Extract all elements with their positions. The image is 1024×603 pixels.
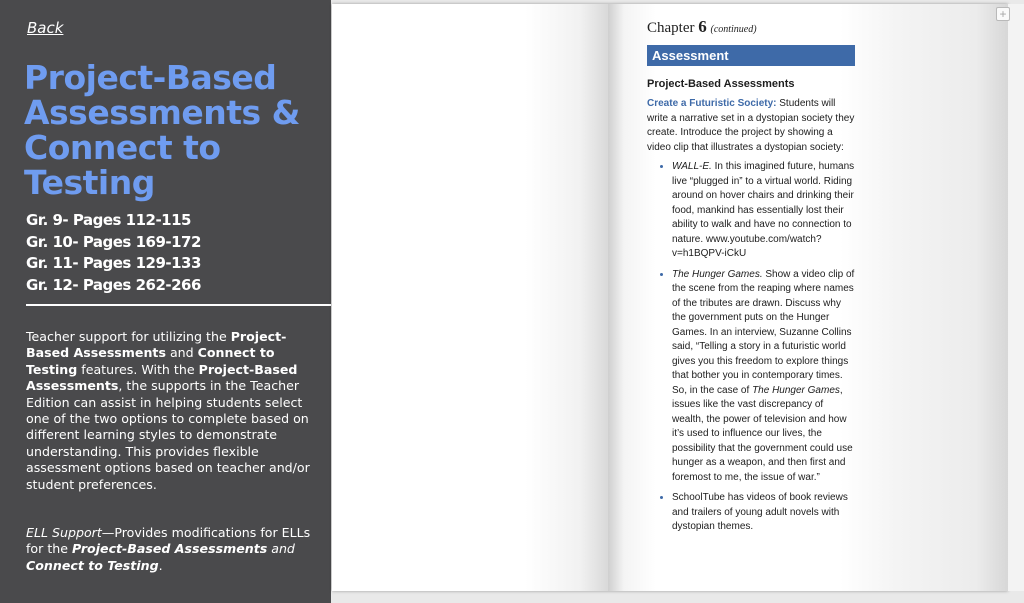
desc-text: and <box>165 345 198 361</box>
item-text: Show a video clip of the scene from the reaping where names of the tributes are drawn. Discuss why the government puts on the Hunger Games. In an interview, Suzanne Collins said, “Telling a story in a futuristic world gives you this freedom to explore things that bother you in contemporary times. So, in the case of <box>672 268 855 396</box>
project-text: Students will write a narrative set in a dystopian society they create. Introduce the project by showing a video clip that illustrates a dystopian society: <box>647 98 855 153</box>
item-title: The Hunger Games. <box>672 268 763 280</box>
item-text: In this imagined future, humans live “plugged in” to a virtual world. Riding around on hover chairs and drinking their food, mankind has essentially lost their ability to walk and have no connection to nature. www.youtube.com/watch?v=h1BQPV-iCkU <box>672 161 855 259</box>
ell-text: . <box>158 557 163 573</box>
continued-label: (continued) <box>710 24 757 35</box>
desc-bold: Connect to Testing <box>26 345 275 377</box>
ell-bold: Connect to Testing <box>26 557 159 573</box>
project-title: Create a Futuristic Society: <box>647 98 777 109</box>
section-subheading: Project-Based Assessments <box>647 77 795 90</box>
grade-item: Gr. 10- Pages 169-172 <box>26 232 201 251</box>
chapter-word: Chapter <box>647 20 699 36</box>
ell-text: and <box>267 541 295 557</box>
desc-text: Teacher support for utilizing the <box>26 329 231 344</box>
page-title: Project-Based Assessments & Connect to Testing <box>24 58 300 202</box>
ell-bold: Project-Based Assessments <box>72 541 268 557</box>
desc-text: , the supports in the Teacher Edition can assist in helping students select one of the two options to complete based on different learning styles to demonstrate understanding. This provides flexible assessment options based on teacher and/or student preferences. <box>26 378 310 492</box>
section-banner: Assessment <box>647 45 855 66</box>
page-content <box>647 17 855 541</box>
sidebar-panel <box>0 0 331 603</box>
zoom-in-icon[interactable]: + <box>996 7 1010 21</box>
divider <box>26 304 331 306</box>
item-text: , issues like the vast discrepancy of wealth, the power of television and how it’s used to influence our lives, the possibility that the government could use hunger as a weapon, and then first and foremost to me, the issue of war.” <box>672 384 853 483</box>
back-link[interactable]: Back <box>27 19 64 37</box>
ell-label: ELL Support <box>26 525 102 540</box>
chapter-number: 6 <box>698 17 707 36</box>
grade-item: Gr. 11- Pages 129-133 <box>26 254 201 272</box>
grade-item: Gr. 9- Pages 112-115 <box>26 211 191 229</box>
ell-text: —Provides modifications for ELLs for the <box>26 525 311 557</box>
blank-left-page <box>332 4 608 591</box>
project-intro <box>647 97 855 155</box>
list-item: • SchoolTube has videos of book reviews and trailers of young adult novels with dystopian themes. <box>672 491 855 535</box>
chapter-header <box>647 17 855 38</box>
desc-bold: Project-Based Assessments <box>26 329 287 361</box>
ell-support-text <box>26 525 316 574</box>
desc-text: features. With the <box>77 361 199 377</box>
viewer-scrollbar[interactable] <box>1008 4 1024 591</box>
grade-pages-list <box>26 210 201 296</box>
item-title: WALL-E. <box>672 161 712 172</box>
desc-bold: Project-Based Assessments <box>26 361 298 394</box>
grade-item: Gr. 12- Pages 262-266 <box>26 275 201 294</box>
list-item <box>672 268 855 486</box>
item-italic: The Hunger Games <box>752 384 840 396</box>
description-text <box>26 329 311 493</box>
video-clip-list <box>647 160 855 535</box>
list-item <box>672 160 855 262</box>
